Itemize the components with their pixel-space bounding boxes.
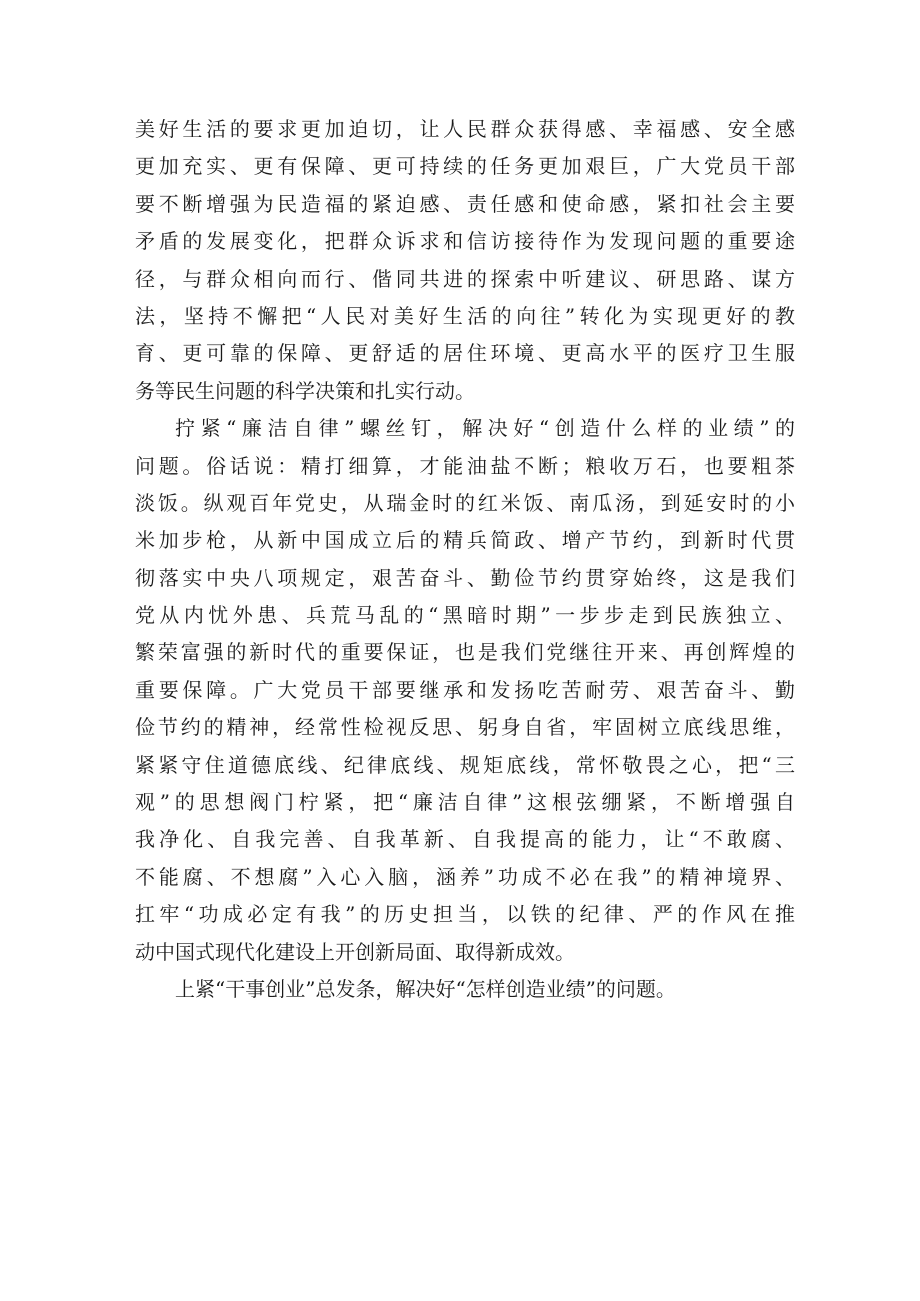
text-line: 更加充实、更有保障、更可持续的任务更加艰巨，广大党员干部 <box>135 154 795 179</box>
text-line: 观”的思想阀门柠紧，把“廉洁自律”这根弦绷紧，不断增强自 <box>135 790 795 815</box>
text-line: 务等民生问题的科学决策和扎实行动。 <box>135 378 475 403</box>
text-line: 繁荣富强的新时代的重要保证，也是我们党继往开来、再创辉煌的 <box>135 640 795 665</box>
text-line: 育、更可靠的保障、更舒适的居住环境、更高水平的医疗卫生服 <box>135 341 795 366</box>
text-line: 要不断增强为民造福的紧迫感、责任感和使命感，紧扣社会主要 <box>135 191 795 216</box>
body-text <box>135 111 795 1008</box>
text-line: 法，坚持不懈把“人民对美好生活的向往”转化为实现更好的教 <box>135 303 795 328</box>
text-line: 紧紧守住道德底线、纪律底线、规矩底线，常怀敬畏之心，把“三 <box>135 752 795 777</box>
text-line: 不能腐、不想腐”入心入脑，涵养”功成不必在我”的精神境界、 <box>135 864 795 889</box>
text-line: 问题。俗话说：精打细算，才能油盐不断；粮收万石，也要粗茶 <box>135 453 795 478</box>
text-line: 径，与群众相向而行、偕同共进的探索中听建议、研思路、谋方 <box>135 266 795 291</box>
text-line: 党从内忧外患、兵荒马乱的“黑暗时期”一步步走到民族独立、 <box>135 603 795 628</box>
text-line: 上紧“干事创业”总发条，解决好“怎样创造业绩”的问题。 <box>175 976 676 1001</box>
text-line: 彻落实中央八项规定，艰苦奋斗、勤俭节约贯穿始终，这是我们 <box>135 565 795 590</box>
text-line: 扛牢“功成必定有我”的历史担当，以铁的纪律、严的作风在推 <box>135 902 795 927</box>
text-line: 俭节约的精神，经常性检视反思、躬身自省，牢固树立底线思维， <box>135 715 795 740</box>
text-line: 矛盾的发展变化，把群众诉求和信访接待作为发现问题的重要途 <box>135 229 795 254</box>
text-line: 淡饭。纵观百年党史，从瑞金时的红米饭、南瓜汤，到延安时的小 <box>135 490 795 515</box>
text-line: 动中国式现代化建设上开创新局面、取得新成效。 <box>135 939 575 964</box>
text-line: 米加步枪，从新中国成立后的精兵简政、增产节约，到新时代贯 <box>135 528 795 553</box>
text-line: 我净化、自我完善、自我革新、自我提高的能力，让“不敢腐、 <box>135 827 795 852</box>
text-line: 重要保障。广大党员干部要继承和发扬吃苦耐劳、艰苦奋斗、勤 <box>135 677 795 702</box>
text-line: 拧紧“廉洁自律”螺丝钉，解决好“创造什么样的业绩”的 <box>175 416 795 441</box>
text-line: 美好生活的要求更加迫切，让人民群众获得感、幸福感、安全感 <box>135 117 795 141</box>
